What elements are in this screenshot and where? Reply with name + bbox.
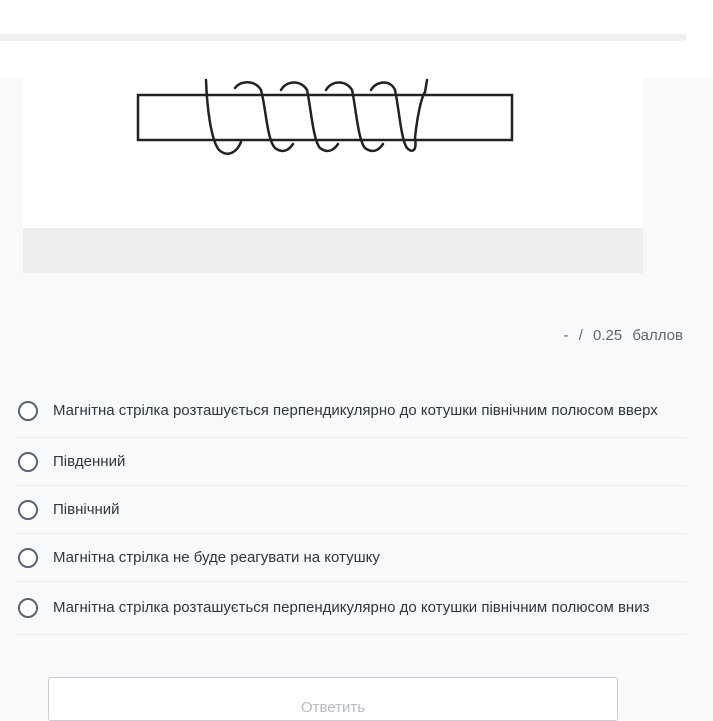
image-caption-bar: [23, 228, 643, 273]
answer-options: [16, 385, 686, 635]
question-image: [23, 78, 643, 228]
answer-option[interactable]: [16, 438, 686, 486]
coil-on-rod-illustration: [23, 78, 643, 228]
progress-track: [0, 34, 687, 41]
score-unit: баллов: [632, 327, 683, 344]
coil-shape: [206, 80, 427, 154]
answer-option-label: Магнітна стрілка розташується перпендикулярно до котушки північним полюсом вверх: [53, 402, 658, 419]
score-obtained: -: [563, 327, 569, 344]
answer-option[interactable]: [16, 385, 686, 438]
answer-option-label: Південний: [53, 452, 126, 470]
radio-unchecked-icon[interactable]: [18, 548, 38, 568]
score-max: 0.25: [593, 327, 623, 344]
answer-option[interactable]: [16, 582, 686, 635]
top-bar: [0, 0, 713, 78]
submit-answer-button[interactable]: Ответить: [48, 677, 618, 721]
answer-option-label: Північний: [53, 500, 120, 518]
answer-option[interactable]: [16, 486, 686, 534]
score-indicator: [564, 327, 683, 344]
score-separator: /: [578, 327, 583, 344]
answer-option-label: Магнітна стрілка не буде реагувати на котушку: [53, 548, 380, 566]
radio-unchecked-icon[interactable]: [18, 401, 38, 421]
radio-unchecked-icon[interactable]: [18, 598, 38, 618]
answer-option[interactable]: [16, 534, 686, 582]
radio-unchecked-icon[interactable]: [18, 452, 38, 472]
rod-shape: [138, 95, 512, 140]
radio-unchecked-icon[interactable]: [18, 500, 38, 520]
answer-option-label: Магнітна стрілка розташується перпендикулярно до котушки північним полюсом вниз: [53, 599, 650, 616]
